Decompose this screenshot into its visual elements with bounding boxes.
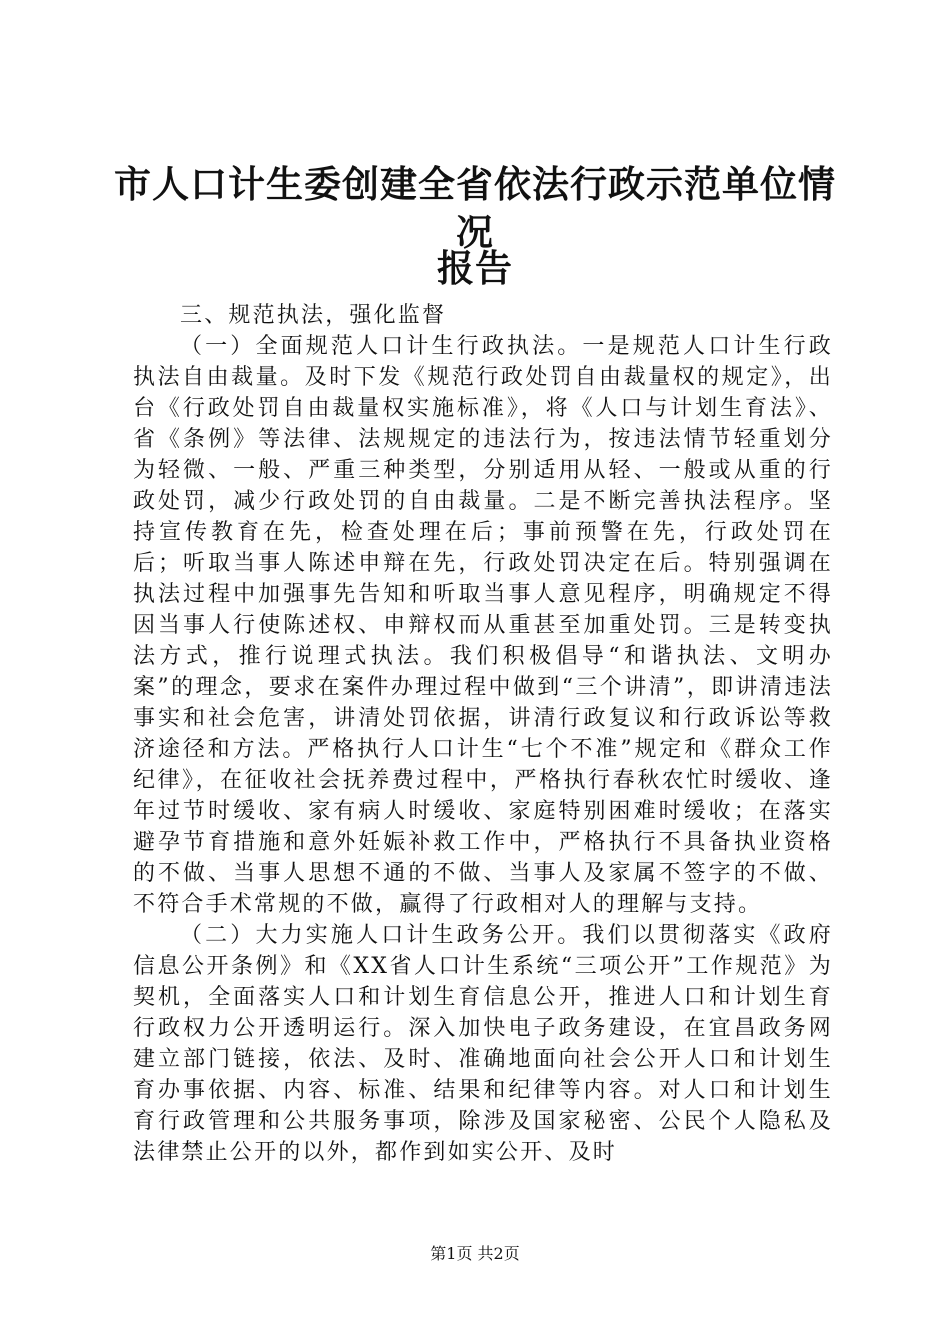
paragraph-2: （二）大力实施人口计生政务公开。我们以贯彻落实《政府信息公开条例》和《XX省人口计生系统“三项公开”工作规范》为契机，全面落实人口和计划生育信息公开，推进人口和计划生育行政权力公开透明运行。深入加快电子政务建设，在宜昌政务网建立部门链接，依法、及时、准确地面向社会公开人口和计划生育办事依据、内容、标准、结果和纪律等内容。对人口和计划生育行政管理和公共服务事项，除涉及国家秘密、公民个人隐私及法律禁止公开的以外，都作到如实公开、及时 <box>133 923 833 1165</box>
document-title-line-2: 报告 <box>437 246 513 290</box>
page-footer: 第1页 共2页 <box>430 1244 520 1263</box>
document-body <box>133 300 833 1168</box>
paragraph-1: （一）全面规范人口计生行政执法。一是规范人口计生行政执法自由裁量。及时下发《规范行政处罚自由裁量权的规定》，出台《行政处罚自由裁量权实施标准》，将《人口与计划生育法》、省《条例》等法律、法规规定的违法行为，按违法情节轻重划分为轻微、一般、严重三种类型，分别适用从轻、一般或从重的行政处罚，减少行政处罚的自由裁量。二是不断完善执法程序。坚持宣传教育在先，检查处理在后；事前预警在先，行政处罚在后；听取当事人陈述申辩在先，行政处罚决定在后。特别强调在执法过程中加强事先告知和听取当事人意见程序，明确规定不得因当事人行使陈述权、申辩权而从重甚至加重处罚。三是转变执法方式，推行说理式执法。我们积极倡导“和谐执法、文明办案”的理念，要求在案件办理过程中做到“三个讲清”，即讲清违法事实和社会危害，讲清处罚依据，讲清行政复议和行政诉讼等救济途径和方法。严格执行人口计生“七个不准”规定和《群众工作纪律》，在征收社会抚养费过程中，严格执行春秋农忙时缓收、逢年过节时缓收、家有病人时缓收、家庭特别困难时缓收；在落实避孕节育措施和意外妊娠补救工作中，严格执行不具备执业资格的不做、当事人思想不通的不做、当事人及家属不签字的不做、不符合手术常规的不做，赢得了行政相对人的理解与支持。 <box>133 334 833 917</box>
document-title-line-1: 市人口计生委创建全省依法行政示范单位情况 <box>114 162 836 254</box>
section-heading: 三、规范执法，强化监督 <box>180 303 447 328</box>
